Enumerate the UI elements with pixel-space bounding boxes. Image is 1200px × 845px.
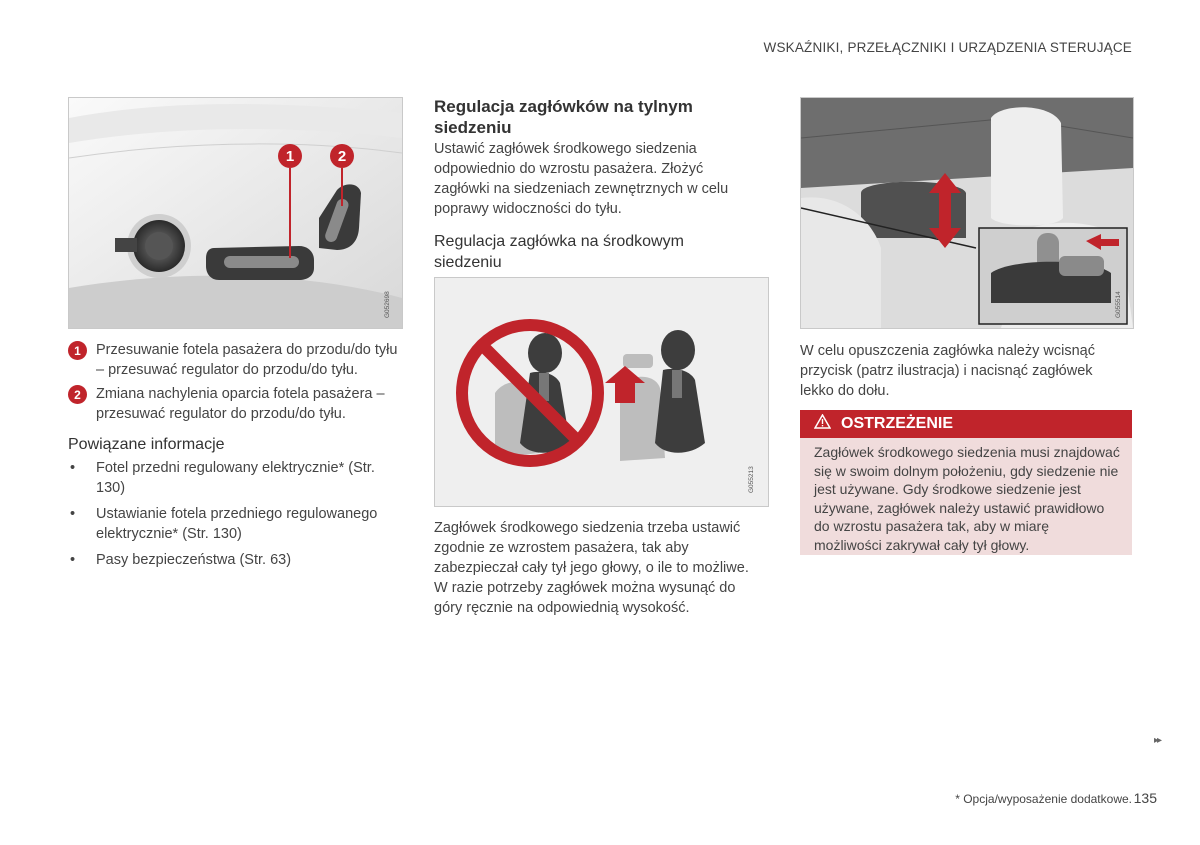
callout-badge-2: 2	[330, 144, 354, 168]
warning-title: OSTRZEŻENIE	[841, 415, 954, 432]
image-code: G055514	[1115, 291, 1122, 318]
middle-paragraph: Zagłówek środkowego siedzenia trzeba ustawić zgodnie ze wzrostem pasażera, tak aby zabezpieczał cały tył jego głowy, o ile to możliwe. W razie potrzeby zagłówek można wysunąć do góry ręcznie na odpowiednią wysokość.	[434, 520, 749, 616]
related-heading: Powiązane informacje	[68, 436, 225, 453]
callout-text-2: Zmiana nachylenia oparcia fotela pasażera – przesuwać regulator do przodu/do tyłu.	[96, 386, 385, 422]
warning-text: Zagłówek środkowego siedzenia musi znajdować się w swoim dolnym położeniu, gdy siedzenie nie jest używane. Gdy środkowe siedzenie jest używane, zagłówek należy ustawić prawidłowo do wzrostu pasażera tak, aby w miarę możliwości zakrywał cały tył głowy.	[814, 444, 1120, 553]
image-code: G055213	[748, 466, 755, 493]
related-link[interactable]: • Ustawianie fotela przedniego regulowanego elektrycznie* (Str. 130)	[68, 504, 401, 544]
callout-badge-1: 1	[278, 144, 302, 168]
page-number: 135	[1133, 790, 1157, 806]
footnote: * Opcja/wyposażenie dodatkowe.	[955, 792, 1132, 806]
callout-list	[68, 340, 401, 424]
related-list	[68, 458, 401, 576]
related-link[interactable]: • Pasy bezpieczeństwa (Str. 63)	[68, 550, 401, 570]
callout-item-2	[68, 384, 401, 424]
callout-number-2: 2	[68, 385, 87, 404]
image-code: G052698	[384, 291, 391, 318]
headrest-prohibition-drawing	[435, 278, 768, 506]
continue-arrows-icon: ▸▸	[1153, 735, 1160, 746]
section-heading: Regulacja zagłówków na tylnym siedzeniu	[434, 97, 693, 137]
headrest-release-illustration	[800, 97, 1134, 329]
seat-controls-drawing	[69, 98, 402, 328]
headrest-prohibition-illustration	[434, 277, 769, 507]
section-header: WSKAŹNIKI, PRZEŁĄCZNIKI I URZĄDZENIA STERUJĄCE	[763, 40, 1132, 55]
warning-body	[800, 438, 1132, 555]
subheading: Regulacja zagłówka na środkowym siedzeniu	[434, 233, 684, 271]
warning-icon	[814, 414, 831, 434]
seat-controls-illustration	[68, 97, 403, 329]
callout-item-1	[68, 340, 401, 380]
related-link[interactable]: • Fotel przedni regulowany elektrycznie* (Str. 130)	[68, 458, 401, 498]
warning-header	[800, 410, 1132, 438]
callout-number-1: 1	[68, 341, 87, 360]
intro-paragraph: Ustawić zagłówek środkowego siedzenia odpowiednio do wzrostu pasażera. Złożyć zagłówki na siedzeniach zewnętrznych w celu poprawy widoczności do tyłu.	[434, 141, 729, 217]
callout-text-1: Przesuwanie fotela pasażera do przodu/do tyłu – przesuwać regulator do przodu/do tyłu.	[96, 342, 398, 378]
right-paragraph: W celu opuszczenia zagłówka należy wcisnąć przycisk (patrz ilustracja) i nacisnąć zagłówek lekko do dołu.	[800, 343, 1095, 399]
headrest-release-drawing	[801, 98, 1133, 328]
